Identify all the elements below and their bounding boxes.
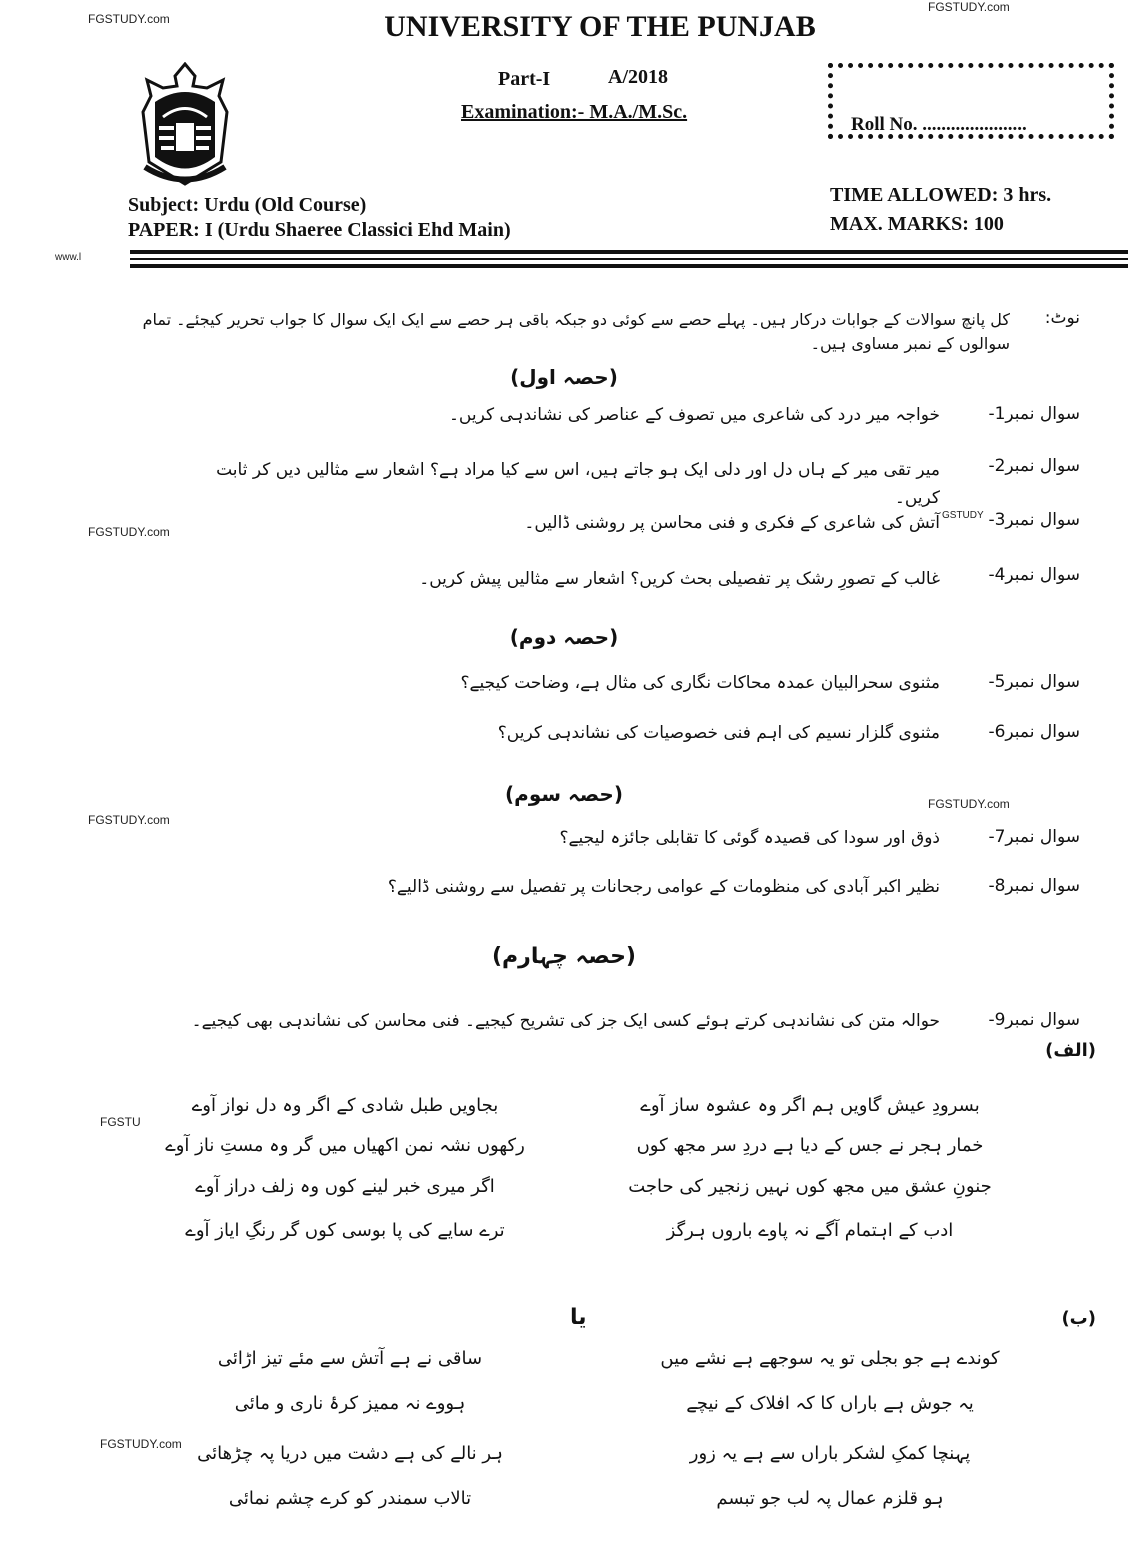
header-divider [130, 250, 1128, 254]
note-label: نوٹ: [1044, 308, 1080, 328]
time-allowed: TIME ALLOWED: 3 hrs. [830, 184, 1052, 206]
verse-line: ساقی نے ہے آتش سے مئے تیز اڑائی [217, 1348, 483, 1369]
watermark: FGSTUDY.com [88, 813, 170, 827]
verse-line: یہ جوش ہے باراں کا کہ افلاک کے نیچے [686, 1393, 974, 1414]
watermark: FGSTUDY.com [88, 12, 170, 26]
section-heading: (حصہ اول) [510, 365, 618, 389]
question-text: غالب کے تصورِ رشک پر تفصیلی بحث کریں؟ اشعار سے مثالیں پیش کریں۔ [419, 569, 940, 589]
question-label: سوال نمبر4- [988, 565, 1080, 585]
verse-line: ہو قلزم عمال پہ لب جو تبسم [716, 1488, 944, 1509]
question-text: حوالہ متن کی نشاندہی کرتے ہوئے کسی ایک جز کی تشریح کیجیے۔ فنی محاسن کی نشاندہی بھی کیجیے۔ [191, 1011, 940, 1031]
exam-part: Part-I [498, 68, 551, 90]
part-a-label: (الف) [1045, 1040, 1096, 1061]
verse-line: اگر میری خبر لینے کوں وہ زلف دراز آوے [195, 1176, 495, 1197]
question-label: سوال نمبر9- [988, 1010, 1080, 1030]
question-text: نظیر اکبر آبادی کی منظومات کے عوامی رجحانات پر تفصیل سے روشنی ڈالیے؟ [387, 877, 940, 897]
paper-title: PAPER: I (Urdu Shaeree Classici Ehd Main) [128, 219, 511, 241]
exam-session: A/2018 [608, 66, 668, 88]
question-label: سوال نمبر6- [988, 722, 1080, 742]
question-text: میر تقی میر کے ہاں دل اور دلی ایک ہو جاتے ہیں، اس سے کیا مراد ہے؟ اشعار سے مثالیں دیں کر ثابت کریں۔ [216, 460, 940, 508]
part-b-label: (ب) [1061, 1308, 1096, 1329]
question-label: سوال نمبر5- [988, 672, 1080, 692]
verse-line: ہووے نہ ممیز کرۂ ناری و مائی [234, 1393, 466, 1414]
roll-number-label: Roll No. ...................... [851, 114, 1027, 135]
verse-line: تالاب سمندر کو کرے چشم نمائی [228, 1488, 472, 1509]
note-text: کل پانچ سوالات کے جوابات درکار ہیں۔ پہلے حصے سے کوئی دو جبکہ باقی ہر حصے سے ایک ایک سوال کا جواب تحریر کیجئے۔ تمام سوالوں کے نمبر مساوی ہیں۔ [142, 310, 1010, 353]
watermark: FGSTUDY.com [928, 0, 1010, 14]
university-crest-logo [135, 62, 235, 187]
watermark: FGSTUDY.com [100, 1437, 182, 1451]
verse-line: جنونِ عشق میں مجھ کوں نہیں زنجیر کی حاجت [628, 1176, 992, 1197]
verse-line: کوندے ہے جو بجلی تو یہ سوجھے ہے نشے میں [660, 1348, 1000, 1369]
question-label: سوال نمبر8- [988, 876, 1080, 896]
verse-line: ترے سایے کی پا بوسی کوں گر رنگِ ایاز آوے [185, 1220, 505, 1241]
verse-line: بجاویں طبل شادی کے اگر وہ دل نواز آوے [191, 1095, 499, 1116]
verse-line: ادب کے اہتمام آگے نہ پاوے باروں ہرگز [666, 1220, 954, 1241]
watermark: www.l [55, 252, 82, 263]
watermark: FGSTUDY.com [88, 525, 170, 539]
watermark: GSTUDY [942, 510, 984, 521]
verse-line: خمار ہجر نے جس کے دیا ہے دردِ سر مجھ کوں [636, 1135, 984, 1156]
question-label: سوال نمبر7- [988, 827, 1080, 847]
university-title: UNIVERSITY OF THE PUNJAB [384, 10, 816, 43]
question-text: آتش کی شاعری کے فکری و فنی محاسن پر روشنی ڈالیں۔ [524, 513, 940, 533]
verse-line: پہنچا کمکِ لشکر باراں سے ہے یہ زور [689, 1443, 971, 1464]
section-heading: (حصہ سوم) [505, 782, 623, 806]
question-text: ذوق اور سودا کی قصیدہ گوئی کا تقابلی جائزہ لیجیے؟ [559, 828, 940, 848]
header-divider [130, 264, 1128, 268]
watermark: FGSTUDY.com [928, 797, 1010, 811]
watermark: FGSTU [100, 1115, 141, 1129]
header-divider [130, 258, 1128, 260]
question-label: سوال نمبر2- [988, 456, 1080, 476]
or-separator: یا [570, 1305, 587, 1330]
max-marks: MAX. MARKS: 100 [830, 213, 1004, 235]
question-text: خواجہ میر درد کی شاعری میں تصوف کے عناصر کی نشاندہی کریں۔ [448, 405, 940, 425]
question-text: مثنوی گلزار نسیم کی اہم فنی خصوصیات کی نشاندہی کریں؟ [497, 723, 940, 743]
verse-line: بسرودِ عیش گاویں ہم اگر وہ عشوہ ساز آوے [640, 1095, 980, 1116]
exam-title: Examination:- M.A./M.Sc. [461, 101, 688, 123]
question-text: مثنوی سحرالبیان عمدہ محاکات نگاری کی مثال ہے، وضاحت کیجیے؟ [460, 673, 940, 693]
question-label: سوال نمبر3- [988, 510, 1080, 530]
question-label: سوال نمبر1- [988, 404, 1080, 424]
section-heading: (حصہ دوم) [509, 625, 619, 649]
roll-number-box [828, 63, 1114, 139]
verse-line: ہر نالے کی ہے دشت میں دریا پہ چڑھائی [197, 1443, 503, 1464]
verse-line: رکھوں نشہ نمن اکھیاں میں گر وہ مستِ ناز آوے [165, 1135, 525, 1156]
subject: Subject: Urdu (Old Course) [128, 194, 367, 216]
section-heading: (حصہ چہارم) [492, 944, 636, 969]
